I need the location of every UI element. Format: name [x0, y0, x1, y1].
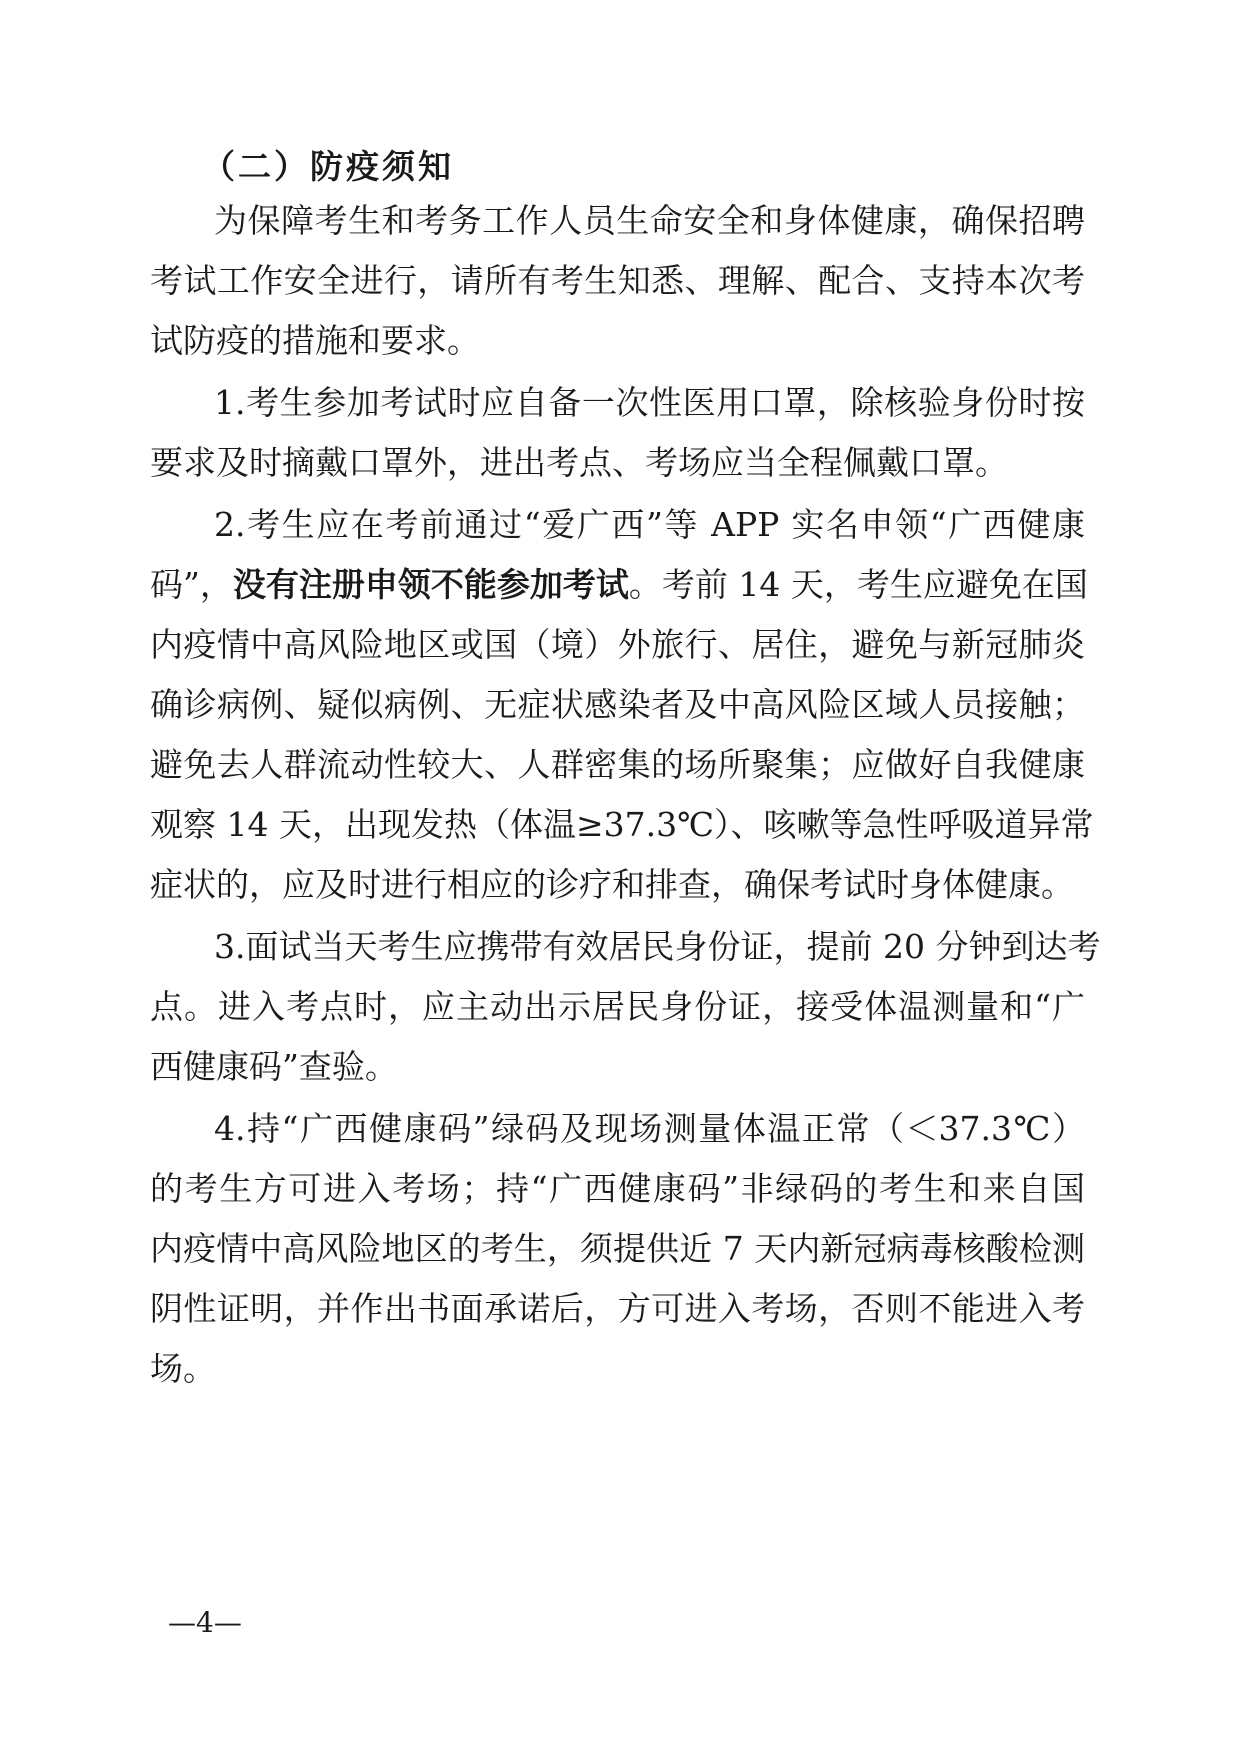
item-4-line-5: 场。 — [150, 1349, 216, 1388]
item-2-line-5: 避免去人群流动性较大、人群密集的场所聚集；应做好自我健康 — [150, 745, 1085, 784]
item-1-line-1: 1.考生参加考试时应自备一次性医用口罩，除核验身份时按 — [214, 383, 1085, 422]
section-heading: （二）防疫须知 — [202, 147, 454, 186]
item-2-line-4: 确诊病例、疑似病例、无症状感染者及中高风险区域人员接触； — [150, 685, 1085, 724]
item-2-line-2 — [150, 560, 1088, 610]
page-number: —4— — [168, 1606, 242, 1639]
item-3-line-3: 西健康码”查验。 — [150, 1047, 398, 1086]
item-3-line-2: 点。进入考点时，应主动出示居民身份证，接受体温测量和“广 — [150, 987, 1085, 1026]
item-4-line-1: 4.持“广西健康码”绿码及现场测量体温正常（＜37.3℃） — [214, 1109, 1085, 1148]
item-2-line-7: 症状的，应及时进行相应的诊疗和排查，确保考试时身体健康。 — [150, 865, 1074, 904]
item-4-line-3: 内疫情中高风险地区的考生，须提供近 7 天内新冠病毒核酸检测 — [150, 1229, 1085, 1268]
intro-line-1: 为保障考生和考务工作人员生命安全和身体健康，确保招聘 — [214, 201, 1085, 240]
item-1-line-2: 要求及时摘戴口罩外，进出考点、考场应当全程佩戴口罩。 — [150, 443, 1008, 482]
item-3-line-1: 3.面试当天考生应携带有效居民身份证，提前 20 分钟到达考 — [214, 927, 1101, 966]
item-2-line-2-start: 码”， — [150, 565, 233, 604]
item-2-line-1: 2.考生应在考前通过“爱广西”等 APP 实名申领“广西健康 — [214, 505, 1085, 544]
item-2-line-3: 内疫情中高风险地区或国（境）外旅行、居住，避免与新冠肺炎 — [150, 625, 1085, 664]
item-4-line-4: 阴性证明，并作出书面承诺后，方可进入考场，否则不能进入考 — [150, 1289, 1085, 1328]
emphasis-text: 没有注册申领不能参加考试 — [232, 565, 629, 604]
intro-line-2: 考试工作安全进行，请所有考生知悉、理解、配合、支持本次考 — [150, 261, 1085, 300]
item-2-line-6: 观察 14 天，出现发热（体温≥37.3℃）、咳嗽等急性呼吸道异常 — [150, 805, 1094, 844]
intro-line-3: 试防疫的措施和要求。 — [150, 321, 480, 360]
item-4-line-2: 的考生方可进入考场；持“广西健康码”非绿码的考生和来自国 — [150, 1169, 1085, 1208]
item-2-line-2-end: 。考前 14 天，考生应避免在国 — [628, 565, 1088, 604]
